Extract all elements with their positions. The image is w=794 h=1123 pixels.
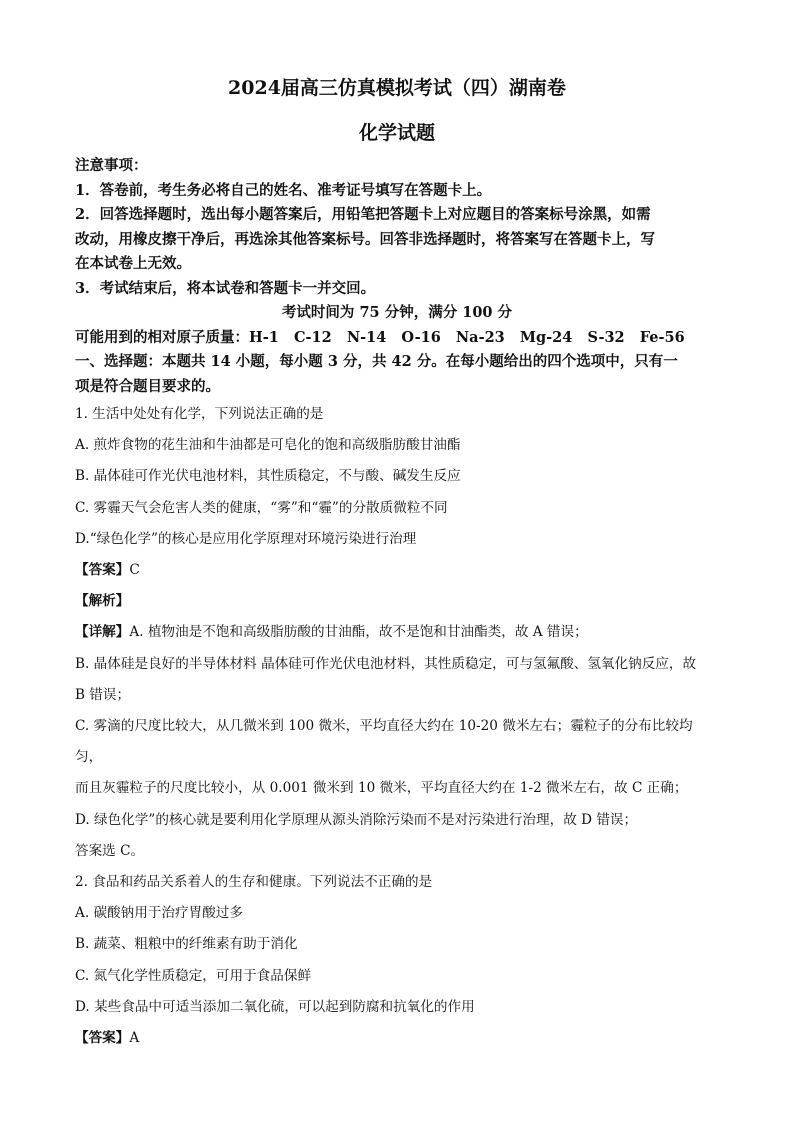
- option-b: B. 蔬菜、粗粮中的纤维素有助于消化: [75, 936, 298, 953]
- notice-item: 在本试卷上无效。: [75, 255, 191, 272]
- analysis-line: [75, 586, 719, 617]
- answer-line: [75, 1023, 719, 1054]
- answer-value: C: [129, 562, 140, 579]
- notice-item: 2．回答选择题时，选出每小题答案后，用铅笔把答题卡上对应题目的答案标号涂黑，如需: [75, 206, 651, 223]
- question-stem: 2. 食品和药品关系着人的生存和健康。下列说法不正确的是: [75, 874, 433, 891]
- detail-text: D. 绿色化学”的核心就是要利用化学原理从源头消除污染而不是对污染进行治理，故 D 错误；: [75, 811, 638, 828]
- section-heading: 一、选择题：本题共 14 小题，每小题 3 分，共 42 分。在每小题给出的四个选项中，只有一: [75, 353, 678, 370]
- detail-label: 【 详解 】: [75, 624, 129, 640]
- detail-text: B. 晶体硅是良好的半导体材料 晶体硅可作光伏电池材料，其性质稳定，可与氢氟酸、氢氧化钠反应，故: [75, 655, 697, 672]
- detail-text: C. 雾滴的尺度比较大，从几微米到 100 微米，平均直径大约在 10-20 微米左右；霾粒子的分布比较均匀，: [75, 718, 693, 766]
- exam-title: 2024届高三仿真模拟考试（四）湖南卷: [228, 77, 566, 99]
- exam-time: 考试时间为 75 分钟，满分 100 分: [281, 304, 513, 321]
- option-d: D.“绿色化学”的核心是应用化学原理对环境污染进行治理: [75, 530, 417, 547]
- detail-text: B 错误；: [75, 686, 131, 703]
- detail-text: 答案选 C。: [75, 842, 145, 859]
- analysis-label: 【 解析 】: [75, 593, 129, 609]
- answer-value: A: [129, 1030, 140, 1047]
- option-c: C. 雾霾天气会危害人类的健康，“雾”和“霾”的分散质微粒不同: [75, 499, 448, 516]
- section-heading-cont: 项是符合题目要求的。: [75, 377, 220, 395]
- notice-item: 1．答卷前，考生务必将自己的姓名、准考证号填写在答题卡上。: [75, 181, 492, 199]
- notice-item: 3．考试结束后，将本试卷和答题卡一并交回。: [75, 279, 376, 297]
- notice-heading: 注意事项：: [75, 157, 148, 174]
- answer-line: [75, 555, 719, 586]
- option-a: A. 碳酸钠用于治疗胃酸过多: [75, 905, 243, 922]
- atomic-mass-line: 可能用到的相对原子质量：H-1 C-12 N-14 O-16 Na-23 Mg-24 S-32 Fe-56: [75, 328, 685, 346]
- option-a: A. 煎炸食物的花生油和牛油都是可皂化的饱和高级脂肪酸甘油酯: [75, 437, 461, 454]
- notice-block: [75, 154, 719, 399]
- detail-line: [75, 617, 719, 648]
- question-2: [75, 867, 719, 1054]
- option-b: B. 晶体硅可作光伏电池材料，其性质稳定，不与酸、碱发生反应: [75, 468, 461, 485]
- detail-text: A. 植物油是不饱和高级脂肪酸的甘油酯，故不是饱和甘油酯类，故 A 错误；: [129, 624, 588, 641]
- question-1: [75, 399, 719, 867]
- answer-label: 【 答案 】: [75, 562, 129, 578]
- answer-label: 【 答案 】: [75, 1030, 129, 1046]
- option-c: C. 氮气化学性质稳定，可用于食品保鲜: [75, 967, 312, 984]
- exam-subject: 化学试题: [358, 122, 435, 144]
- detail-text: 而且灰霾粒子的尺度比较小，从 0.001 微米到 10 微米，平均直径大约在 1-2 微米左右，故 C 正确；: [75, 780, 688, 797]
- option-d: D. 某些食品中可适当添加二氧化硫，可以起到防腐和抗氧化的作用: [75, 998, 475, 1015]
- question-stem: 1. 生活中处处有化学，下列说法正确的是: [75, 406, 324, 422]
- notice-item: 改动，用橡皮擦干净后，再选涂其他答案标号。回答非选择题时，将答案写在答题卡上，写: [75, 230, 655, 248]
